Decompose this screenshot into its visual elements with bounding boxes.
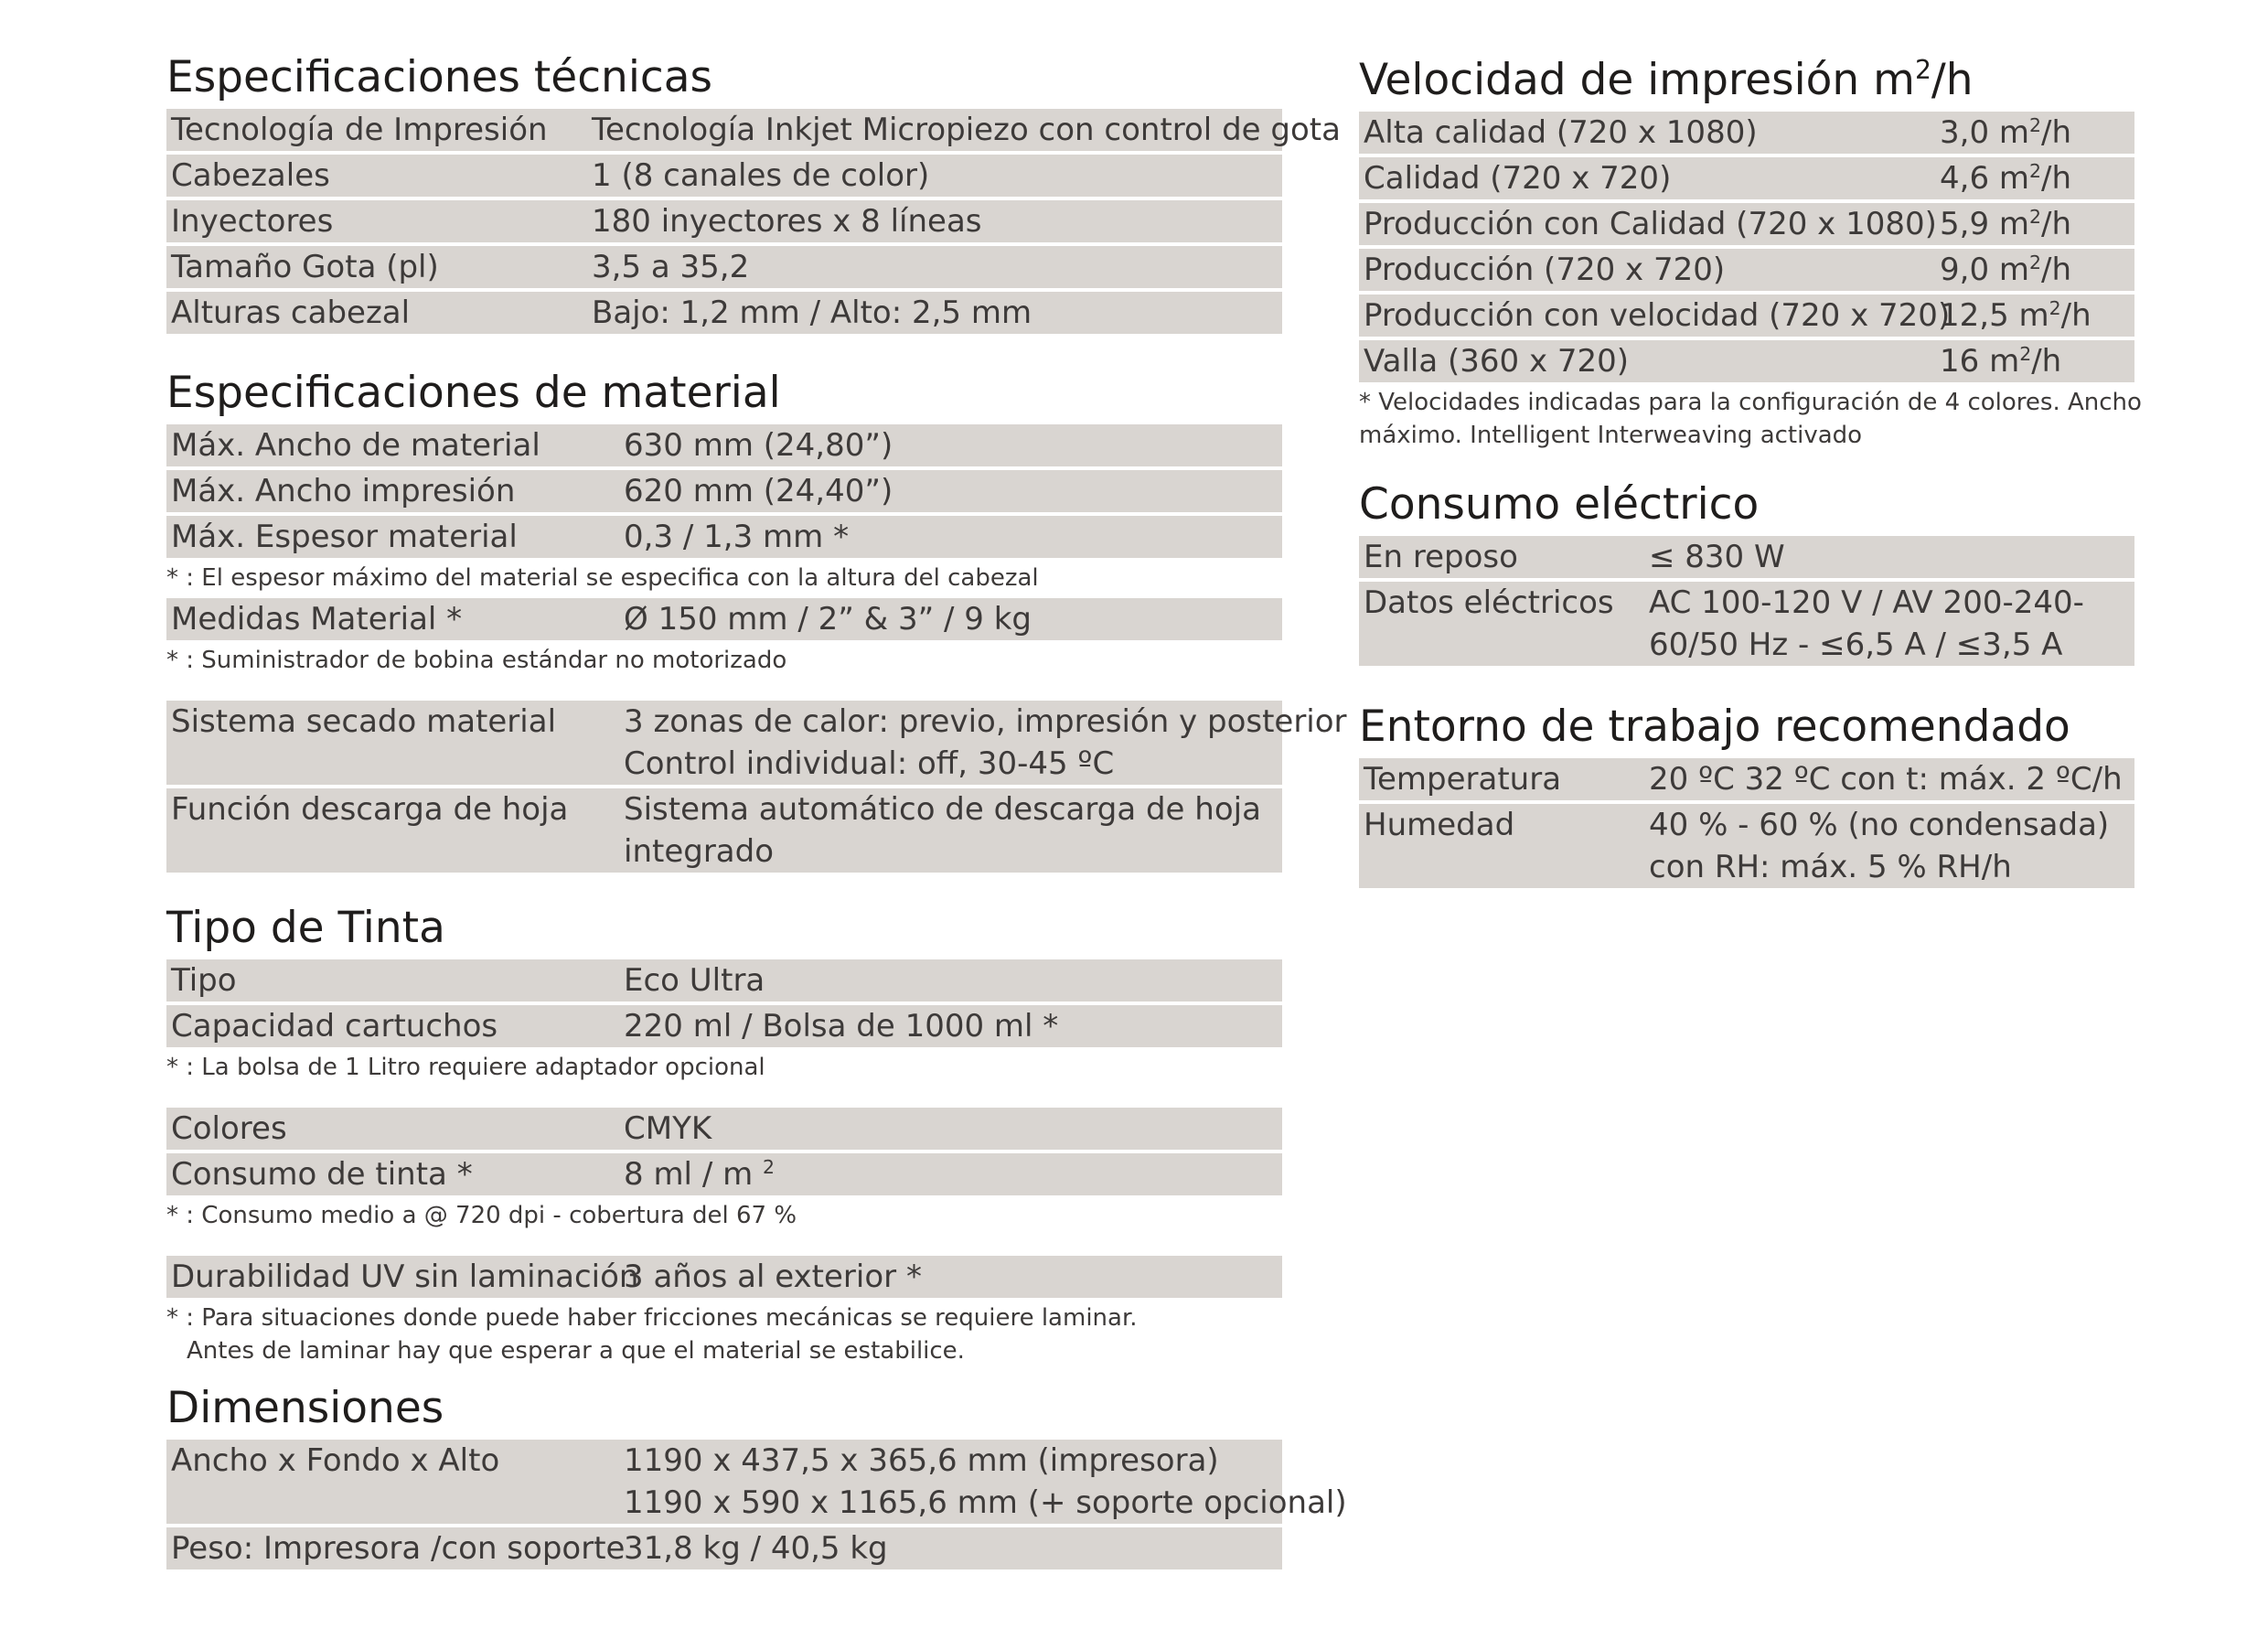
row-value — [1649, 536, 2134, 578]
speed-sup: 2 — [2049, 296, 2061, 319]
table-row — [166, 1005, 1282, 1047]
speed-section — [1359, 53, 2142, 452]
environment-table — [1359, 758, 2134, 888]
table-row — [1359, 582, 2134, 666]
table-row — [166, 292, 1282, 334]
table-row — [166, 155, 1282, 197]
speed-mode-label: Alta calidad (720 x 1080) — [1364, 114, 1758, 151]
tech-specs-section — [166, 50, 1341, 334]
row-value-line: Tecnología Inkjet Micropiezo con control de gota — [592, 112, 1341, 148]
ink-note-lamination-2: Antes de laminar hay que esperar a que el material se estabilice. — [187, 1337, 965, 1365]
row-value — [1649, 758, 2134, 800]
row-value — [624, 424, 1282, 466]
row-value-line: Eco Ultra — [624, 962, 765, 999]
power-title: Consumo eléctrico — [1359, 479, 1760, 530]
row-value-line: integrado — [624, 833, 775, 870]
speed-mode-label: Producción con Calidad (720 x 1080) — [1364, 206, 1937, 242]
row-value — [592, 155, 1282, 197]
dimensions-table — [166, 1440, 1347, 1569]
row-value — [624, 1440, 1347, 1524]
row-value-line: 1 (8 canales de color) — [592, 157, 930, 194]
table-row — [1359, 295, 2134, 337]
speed-sup: 2 — [2029, 251, 2041, 273]
ink-uv-value: 3 años al exterior * — [624, 1259, 922, 1295]
row-value-line: 0,3 / 1,3 mm * — [624, 519, 850, 555]
row-label: Medidas Material * — [171, 601, 463, 637]
row-label: Humedad — [1364, 807, 1515, 843]
speed-unit: /h — [2060, 297, 2091, 334]
row-value — [624, 701, 1347, 785]
row-value — [624, 598, 1282, 640]
speed-note-2: máximo. Intelligent Interweaving activado — [1359, 422, 1863, 449]
speed-value — [1940, 340, 2134, 382]
speed-value — [1940, 249, 2134, 291]
dimensions-title: Dimensiones — [166, 1383, 444, 1433]
speed-value — [1940, 112, 2134, 154]
speed-unit: /h — [2040, 206, 2071, 242]
speed-sup: 2 — [2019, 342, 2032, 365]
row-label: Máx. Espesor material — [171, 519, 518, 555]
ink-colors-value: CMYK — [624, 1110, 712, 1147]
ink-uv-label: Durabilidad UV sin laminación — [171, 1259, 639, 1295]
speed-unit: /h — [2040, 252, 2071, 288]
row-label: Tipo — [171, 962, 237, 999]
ink-section — [166, 901, 1282, 1367]
row-value — [624, 959, 1282, 1002]
speed-mode-label: Producción (720 x 720) — [1364, 252, 1726, 288]
speed-number: 4,6 m — [1940, 160, 2029, 197]
material-specs-table — [166, 424, 1282, 558]
row-value-line: 180 inyectores x 8 líneas — [592, 203, 982, 240]
speed-table — [1359, 112, 2134, 382]
row-value-line: Control individual: off, 30-45 ºC — [624, 745, 1115, 782]
dimensions-section — [166, 1381, 1347, 1569]
table-row — [166, 701, 1347, 785]
power-table — [1359, 536, 2134, 666]
speed-value — [1940, 157, 2134, 199]
row-value — [624, 1005, 1282, 1047]
row-label: Tecnología de Impresión — [171, 112, 548, 148]
row-value-line: AC 100-120 V / AV 200-240- — [1649, 584, 2084, 621]
ink-note-bag: * : La bolsa de 1 Litro requiere adaptador opcional — [166, 1054, 765, 1081]
row-label: Cabezales — [171, 157, 330, 194]
speed-mode-label: Producción con velocidad (720 x 720) — [1364, 297, 1951, 334]
ink-consumption-label: Consumo de tinta * — [171, 1156, 473, 1193]
row-value — [1649, 582, 2134, 666]
row-value-line: Ø 150 mm / 2” & 3” / 9 kg — [624, 601, 1032, 637]
speed-number: 9,0 m — [1940, 252, 2029, 288]
ink-colors-row — [166, 1108, 1282, 1150]
row-label: Inyectores — [171, 203, 334, 240]
table-row — [1359, 758, 2134, 800]
row-label: Máx. Ancho impresión — [171, 473, 516, 509]
table-row — [166, 246, 1282, 288]
speed-value — [1940, 295, 2134, 337]
tech-specs-title: Especificaciones técnicas — [166, 52, 713, 102]
speed-number: 12,5 m — [1940, 297, 2049, 334]
ink-consumption-row — [166, 1153, 1282, 1195]
row-value — [1649, 804, 2134, 888]
ink-table — [166, 959, 1282, 1047]
row-label: Temperatura — [1364, 761, 1562, 798]
speed-number: 5,9 m — [1940, 206, 2029, 242]
row-value — [592, 200, 1282, 242]
row-value-line: 40 % - 60 % (no condensada) — [1649, 807, 2110, 843]
material-specs-title: Especificaciones de material — [166, 368, 781, 418]
speed-title-text: Velocidad de impresión m — [1359, 55, 1915, 105]
row-label: Función descarga de hoja — [171, 791, 569, 828]
tech-specs-table — [166, 109, 1341, 334]
material-drying-table — [166, 701, 1347, 873]
speed-sup: 2 — [2029, 159, 2041, 182]
row-value-line: 630 mm (24,80”) — [624, 427, 893, 464]
speed-title-unit: /h — [1931, 55, 1974, 105]
row-label: Capacidad cartuchos — [171, 1008, 498, 1044]
table-row — [166, 1440, 1347, 1524]
row-value — [592, 109, 1341, 151]
row-label: Ancho x Fondo x Alto — [171, 1442, 500, 1479]
row-label: Máx. Ancho de material — [171, 427, 540, 464]
material-note-thickness: * : El espesor máximo del material se especifica con la altura del cabezal — [166, 564, 1039, 592]
speed-unit: /h — [2040, 114, 2071, 151]
table-row — [1359, 157, 2134, 199]
speed-number: 3,0 m — [1940, 114, 2029, 151]
environment-section — [1359, 700, 2134, 888]
material-size-table — [166, 598, 1282, 640]
table-row — [166, 109, 1341, 151]
speed-unit: /h — [2031, 343, 2062, 380]
speed-sup: 2 — [2029, 113, 2041, 136]
power-section — [1359, 477, 2134, 666]
table-row — [166, 470, 1282, 512]
speed-mode-label: Valla (360 x 720) — [1364, 343, 1630, 380]
row-value — [592, 246, 1282, 288]
speed-sup: 2 — [2029, 205, 2041, 228]
speed-mode-label: Calidad (720 x 720) — [1364, 160, 1672, 197]
row-value-line: 3,5 a 35,2 — [592, 249, 750, 285]
row-value-line: con RH: máx. 5 % RH/h — [1649, 849, 2012, 885]
row-value-line: 1190 x 437,5 x 365,6 mm (impresora) — [624, 1442, 1219, 1479]
environment-title: Entorno de trabajo recomendado — [1359, 702, 2070, 752]
table-row — [166, 424, 1282, 466]
row-value-line: 3 zonas de calor: previo, impresión y posterior — [624, 703, 1347, 740]
row-label: Tamaño Gota (pl) — [171, 249, 439, 285]
row-label: Alturas cabezal — [171, 295, 411, 331]
table-row — [166, 598, 1282, 640]
speed-value — [1940, 203, 2134, 245]
table-row — [1359, 203, 2134, 245]
material-specs-section — [166, 366, 1347, 873]
table-row — [1359, 249, 2134, 291]
row-value-line: 620 mm (24,40”) — [624, 473, 893, 509]
row-label: Peso: Impresora /con soporte — [171, 1530, 626, 1567]
speed-title — [1359, 53, 2134, 108]
row-label: En reposo — [1364, 539, 1518, 575]
row-value — [624, 516, 1282, 558]
row-value-line: 220 ml / Bolsa de 1000 ml * — [624, 1008, 1059, 1044]
table-row — [166, 200, 1282, 242]
table-row — [1359, 112, 2134, 154]
table-row — [166, 516, 1282, 558]
table-row — [166, 1527, 1282, 1569]
speed-number: 16 m — [1940, 343, 2020, 380]
row-value — [624, 788, 1282, 873]
table-row — [166, 959, 1282, 1002]
material-note-roll: * : Suministrador de bobina estándar no motorizado — [166, 647, 787, 674]
table-row — [1359, 340, 2134, 382]
row-label: Datos eléctricos — [1364, 584, 1614, 621]
row-value-line: ≤ 830 W — [1649, 539, 1785, 575]
row-value — [592, 292, 1282, 334]
speed-note-1: * Velocidades indicadas para la configuración de 4 colores. Ancho — [1359, 389, 2142, 416]
row-value-line: 60/50 Hz - ≤6,5 A / ≤3,5 A — [1649, 627, 2063, 663]
row-value-line: 20 ºC 32 ºC con t: máx. 2 ºC/h — [1649, 761, 2123, 798]
row-value — [624, 470, 1282, 512]
ink-consumption-value: 8 ml / m — [624, 1156, 754, 1193]
speed-title-sup: 2 — [1914, 55, 1931, 86]
ink-note-consumption: * : Consumo medio a @ 720 dpi - cobertura del 67 % — [166, 1202, 797, 1229]
speed-unit: /h — [2040, 160, 2071, 197]
ink-uv-row — [166, 1256, 1282, 1298]
ink-note-lamination-1: * : Para situaciones donde puede haber fricciones mecánicas se requiere laminar. — [166, 1304, 1138, 1332]
row-value-line: 1190 x 590 x 1165,6 mm (+ soporte opcional) — [624, 1484, 1347, 1521]
table-row — [1359, 804, 2134, 888]
row-value — [624, 1527, 1282, 1569]
ink-title: Tipo de Tinta — [166, 903, 445, 953]
row-label: Sistema secado material — [171, 703, 557, 740]
ink-colors-label: Colores — [171, 1110, 287, 1147]
row-value-line: 31,8 kg / 40,5 kg — [624, 1530, 888, 1567]
row-value-line: Sistema automático de descarga de hoja — [624, 791, 1261, 828]
table-row — [166, 788, 1282, 873]
table-row — [1359, 536, 2134, 578]
row-value-line: Bajo: 1,2 mm / Alto: 2,5 mm — [592, 295, 1032, 331]
ink-consumption-sup: 2 — [763, 1155, 775, 1178]
